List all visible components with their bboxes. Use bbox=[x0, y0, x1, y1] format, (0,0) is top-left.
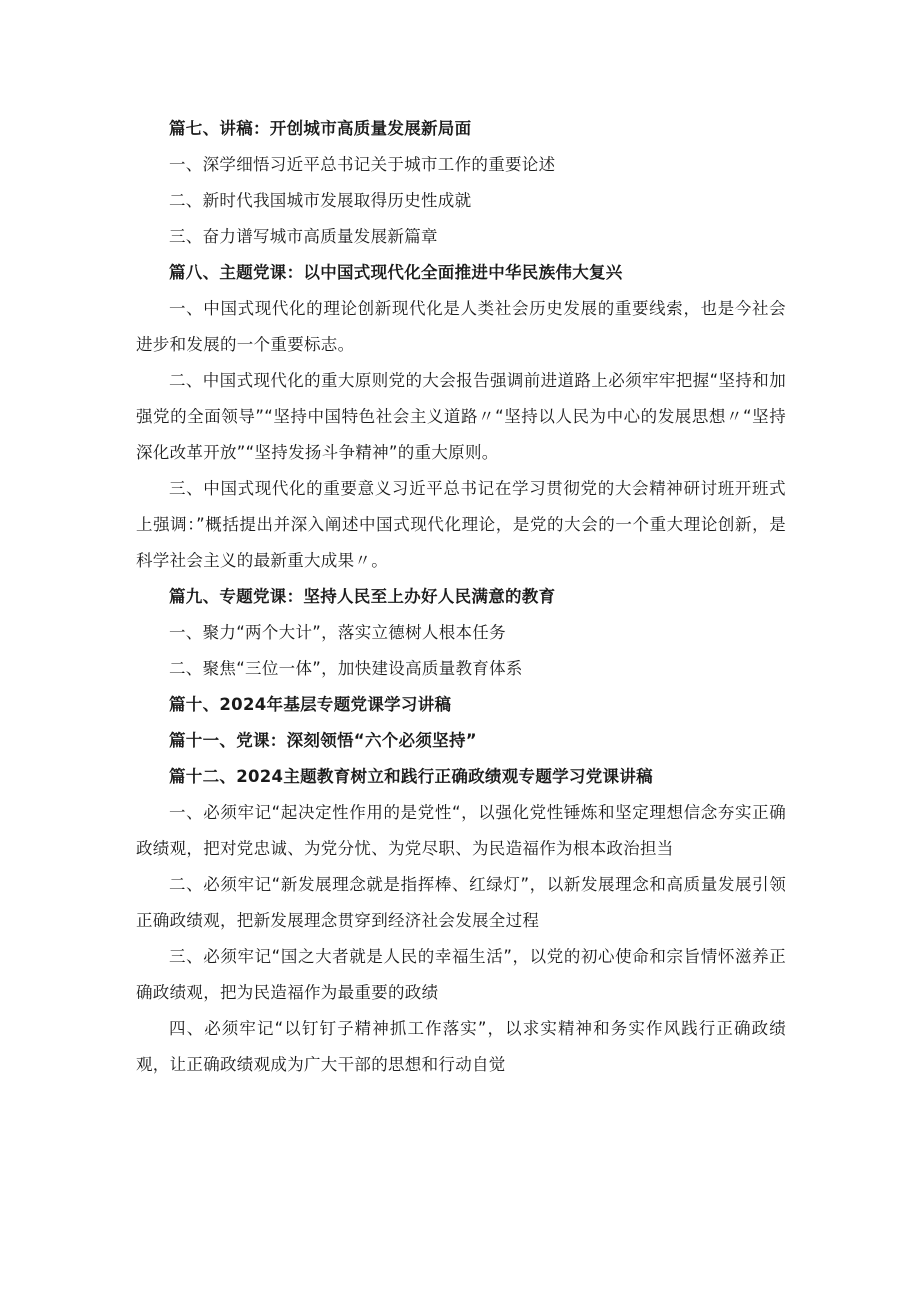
section-heading-10: 篇十、2024年基层专题党课学习讲稿 bbox=[169, 695, 452, 714]
section-heading-7: 篇七、讲稿：开创城市高质量发展新局面 bbox=[169, 119, 472, 138]
paragraph: 一、聚力“两个大计”，落实立德树人根本任务 bbox=[169, 623, 506, 642]
section-heading-9: 篇九、专题党课：坚持人民至上办好人民满意的教育 bbox=[169, 587, 556, 606]
paragraph: 三、奋力谱写城市高质量发展新篇章 bbox=[169, 227, 438, 246]
document-body bbox=[136, 111, 786, 1083]
paragraph: 一、深学细悟习近平总书记关于城市工作的重要论述 bbox=[169, 155, 556, 174]
paragraph: 三、中国式现代化的重要意义习近平总书记在学习贯彻党的大会精神研讨班开班式上强调：”概括提出并深入阐述中国式现代化理论，是党的大会的一个重大理论创新，是科学社会主义的最新重大成果〃。 bbox=[136, 479, 786, 570]
paragraph: 一、中国式现代化的理论创新现代化是人类社会历史发展的重要线索，也是今社会进步和发展的一个重要标志。 bbox=[136, 299, 786, 354]
paragraph: 二、必须牢记“新发展理念就是指挥棒、红绿灯”，以新发展理念和高质量发展引领正确政绩观，把新发展理念贯穿到经济社会发展全过程 bbox=[136, 875, 786, 930]
paragraph: 三、必须牢记“国之大者就是人民的幸福生活”，以党的初心使命和宗旨情怀滋养正确政绩观，把为民造福作为最重要的政绩 bbox=[136, 947, 786, 1002]
section-heading-11: 篇十一、党课：深刻领悟“六个必须坚持” bbox=[169, 731, 477, 750]
paragraph: 四、必须牢记“以钉钉子精神抓工作落实”，以求实精神和务实作风践行正确政绩观，让正确政绩观成为广大干部的思想和行动自觉 bbox=[136, 1019, 786, 1074]
paragraph: 一、必须牢记“起决定性作用的是党性“，以强化党性锤炼和坚定理想信念夯实正确政绩观，把对党忠诚、为党分忧、为党尽职、为民造福作为根本政治担当 bbox=[136, 803, 786, 858]
paragraph: 二、聚焦“三位一体”，加快建设高质量教育体系 bbox=[169, 659, 523, 678]
paragraph: 二、新时代我国城市发展取得历史性成就 bbox=[169, 191, 472, 210]
section-heading-8: 篇八、主题党课：以中国式现代化全面推进中华民族伟大复兴 bbox=[169, 263, 623, 282]
paragraph: 二、中国式现代化的重大原则党的大会报告强调前进道路上必须牢牢把握“坚持和加强党的全面领导”“坚持中国特色社会主义道路〃“坚持以人民为中心的发展思想〃“坚持深化改革开放”“坚持发扬斗争精神”的重大原则。 bbox=[136, 371, 786, 462]
section-heading-12: 篇十二、2024主题教育树立和践行正确政绩观专题学习党课讲稿 bbox=[169, 767, 653, 786]
